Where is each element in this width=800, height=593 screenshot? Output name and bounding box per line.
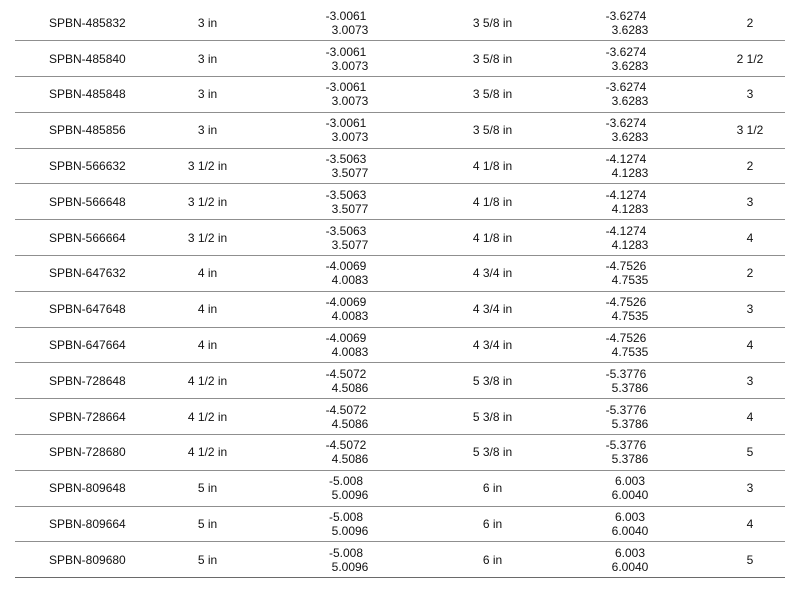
bore-tolerance-cell-lower: -3.0061	[325, 44, 367, 59]
part-number-cell: SPBN-647664	[49, 338, 126, 353]
bore-tolerance-cell-lower: -3.0061	[325, 80, 367, 95]
od-tolerance-cell-upper: 6.0040	[611, 559, 649, 574]
part-number-cell: SPBN-809664	[49, 517, 126, 532]
od-tolerance-cell-upper: 5.3786	[611, 380, 649, 395]
od-tolerance-cell-upper: 3.6283	[611, 22, 649, 37]
od-tolerance-cell-lower: -4.1274	[605, 152, 647, 167]
bore-tolerance-cell-upper: 4.0083	[331, 273, 369, 288]
od-tolerance-cell-lower: 6.003	[614, 510, 646, 525]
bore-tolerance-cell-upper: 3.0073	[331, 130, 369, 145]
bore-size-cell: 3 1/2 in	[187, 194, 228, 209]
table-row	[15, 220, 785, 256]
od-tolerance-cell	[545, 77, 715, 113]
table-row	[15, 256, 785, 292]
outer-diameter-cell: 3 5/8 in	[472, 51, 513, 66]
outer-diameter-cell: 4 3/4 in	[472, 302, 513, 317]
length-cell: 4	[746, 230, 754, 245]
od-tolerance-cell	[545, 470, 715, 506]
length-cell: 5	[746, 552, 754, 567]
length-cell: 4	[746, 338, 754, 353]
length-cell: 2	[746, 266, 754, 281]
part-number-cell: SPBN-647648	[49, 302, 126, 317]
bore-tolerance-cell	[260, 506, 440, 542]
bore-tolerance-cell-lower: -4.5072	[325, 438, 367, 453]
bore-tolerance-cell-lower: -3.0061	[325, 116, 367, 131]
spec-table-body	[15, 5, 785, 578]
od-tolerance-cell-upper: 6.0040	[611, 524, 649, 539]
bore-tolerance-cell-upper: 4.0083	[331, 309, 369, 324]
od-tolerance-cell-upper: 4.1283	[611, 166, 649, 181]
table-row	[15, 112, 785, 148]
od-tolerance-cell	[545, 542, 715, 578]
od-tolerance-cell	[545, 506, 715, 542]
od-tolerance-cell	[545, 399, 715, 435]
od-tolerance-cell-lower: -3.6274	[605, 8, 647, 23]
length-cell: 3	[746, 302, 754, 317]
bore-tolerance-cell-upper: 3.0073	[331, 22, 369, 37]
part-number-cell: SPBN-485840	[49, 51, 126, 66]
outer-diameter-cell: 5 3/8 in	[472, 373, 513, 388]
table-row	[15, 77, 785, 113]
outer-diameter-cell: 6 in	[482, 481, 503, 496]
bore-tolerance-cell	[260, 41, 440, 77]
od-tolerance-cell-lower: -5.3776	[605, 438, 647, 453]
bore-tolerance-cell-upper: 4.5086	[331, 452, 369, 467]
part-number-cell: SPBN-809648	[49, 481, 126, 496]
od-tolerance-cell-lower: -4.7526	[605, 259, 647, 274]
table-row	[15, 435, 785, 471]
od-tolerance-cell	[545, 327, 715, 363]
length-cell: 3	[746, 481, 754, 496]
length-cell: 2	[746, 15, 754, 30]
od-tolerance-cell-lower: -4.1274	[605, 223, 647, 238]
length-cell: 5	[746, 445, 754, 460]
part-number-cell: SPBN-647632	[49, 266, 126, 281]
bore-tolerance-cell-lower: -5.008	[328, 474, 364, 489]
table-row	[15, 542, 785, 578]
part-number-cell: SPBN-485832	[49, 15, 126, 30]
od-tolerance-cell-lower: -3.6274	[605, 116, 647, 131]
bore-size-cell: 3 1/2 in	[187, 230, 228, 245]
bore-size-cell: 3 in	[197, 87, 218, 102]
od-tolerance-cell	[545, 5, 715, 41]
outer-diameter-cell: 3 5/8 in	[472, 15, 513, 30]
table-row	[15, 470, 785, 506]
length-cell: 3	[746, 194, 754, 209]
part-number-cell: SPBN-485856	[49, 123, 126, 138]
outer-diameter-cell: 4 1/8 in	[472, 230, 513, 245]
bore-size-cell: 4 1/2 in	[187, 409, 228, 424]
bore-tolerance-cell-upper: 3.0073	[331, 58, 369, 73]
od-tolerance-cell-lower: 6.003	[614, 545, 646, 560]
outer-diameter-cell: 5 3/8 in	[472, 445, 513, 460]
od-tolerance-cell-lower: -4.1274	[605, 187, 647, 202]
od-tolerance-cell-upper: 4.1283	[611, 237, 649, 252]
table-row	[15, 148, 785, 184]
outer-diameter-cell: 6 in	[482, 517, 503, 532]
bore-size-cell: 4 1/2 in	[187, 445, 228, 460]
od-tolerance-cell-lower: -5.3776	[605, 366, 647, 381]
outer-diameter-cell: 4 1/8 in	[472, 159, 513, 174]
table-row	[15, 41, 785, 77]
bore-tolerance-cell-lower: -3.5063	[325, 223, 367, 238]
outer-diameter-cell: 3 5/8 in	[472, 123, 513, 138]
outer-diameter-cell: 4 3/4 in	[472, 338, 513, 353]
od-tolerance-cell-upper: 5.3786	[611, 452, 649, 467]
bore-size-cell: 3 in	[197, 15, 218, 30]
bore-tolerance-cell	[260, 184, 440, 220]
part-number-cell: SPBN-566632	[49, 159, 126, 174]
od-tolerance-cell-upper: 3.6283	[611, 94, 649, 109]
bore-tolerance-cell	[260, 435, 440, 471]
table-row	[15, 363, 785, 399]
od-tolerance-cell-lower: -5.3776	[605, 402, 647, 417]
bore-size-cell: 3 in	[197, 51, 218, 66]
table-row	[15, 506, 785, 542]
bore-tolerance-cell	[260, 327, 440, 363]
bore-size-cell: 4 in	[197, 266, 218, 281]
part-number-cell: SPBN-728680	[49, 445, 126, 460]
table-row	[15, 291, 785, 327]
bore-size-cell: 4 in	[197, 302, 218, 317]
od-tolerance-cell	[545, 363, 715, 399]
bore-tolerance-cell-lower: -4.0069	[325, 295, 367, 310]
bore-tolerance-cell-lower: -4.5072	[325, 402, 367, 417]
bore-tolerance-cell	[260, 77, 440, 113]
length-cell: 3 1/2	[736, 123, 764, 138]
bore-tolerance-cell-upper: 4.5086	[331, 416, 369, 431]
bore-tolerance-cell-lower: -4.0069	[325, 259, 367, 274]
od-tolerance-cell-lower: -4.7526	[605, 331, 647, 346]
bore-size-cell: 4 in	[197, 338, 218, 353]
part-number-cell: SPBN-809680	[49, 552, 126, 567]
bore-tolerance-cell	[260, 148, 440, 184]
part-number-cell: SPBN-728664	[49, 409, 126, 424]
bore-tolerance-cell-lower: -4.5072	[325, 366, 367, 381]
part-number-cell: SPBN-485848	[49, 87, 126, 102]
part-number-cell: SPBN-566648	[49, 194, 126, 209]
od-tolerance-cell-lower: -4.7526	[605, 295, 647, 310]
bushing-spec-table	[15, 5, 785, 578]
bore-tolerance-cell-lower: -5.008	[328, 545, 364, 560]
bore-tolerance-cell-lower: -5.008	[328, 510, 364, 525]
bore-tolerance-cell-upper: 3.5077	[331, 201, 369, 216]
od-tolerance-cell	[545, 220, 715, 256]
table-row	[15, 327, 785, 363]
od-tolerance-cell	[545, 41, 715, 77]
part-number-cell: SPBN-566664	[49, 230, 126, 245]
length-cell: 2 1/2	[736, 51, 764, 66]
length-cell: 4	[746, 517, 754, 532]
bore-tolerance-cell	[260, 399, 440, 435]
bore-tolerance-cell-upper: 5.0096	[331, 559, 369, 574]
outer-diameter-cell: 6 in	[482, 552, 503, 567]
outer-diameter-cell: 3 5/8 in	[472, 87, 513, 102]
bore-size-cell: 5 in	[197, 552, 218, 567]
bore-tolerance-cell-upper: 5.0096	[331, 524, 369, 539]
outer-diameter-cell: 4 1/8 in	[472, 194, 513, 209]
bore-size-cell: 3 in	[197, 123, 218, 138]
table-row	[15, 399, 785, 435]
bore-tolerance-cell	[260, 112, 440, 148]
bore-size-cell: 3 1/2 in	[187, 159, 228, 174]
od-tolerance-cell-upper: 5.3786	[611, 416, 649, 431]
table-row	[15, 184, 785, 220]
outer-diameter-cell: 4 3/4 in	[472, 266, 513, 281]
od-tolerance-cell-upper: 6.0040	[611, 488, 649, 503]
od-tolerance-cell	[545, 184, 715, 220]
od-tolerance-cell-lower: 6.003	[614, 474, 646, 489]
length-cell: 2	[746, 159, 754, 174]
bore-size-cell: 4 1/2 in	[187, 373, 228, 388]
od-tolerance-cell-upper: 4.7535	[611, 345, 649, 360]
od-tolerance-cell-upper: 4.7535	[611, 309, 649, 324]
bore-tolerance-cell-lower: -4.0069	[325, 331, 367, 346]
bore-tolerance-cell	[260, 5, 440, 41]
bore-tolerance-cell-upper: 3.5077	[331, 237, 369, 252]
length-cell: 3	[746, 373, 754, 388]
bore-tolerance-cell-lower: -3.0061	[325, 8, 367, 23]
bore-tolerance-cell-upper: 5.0096	[331, 488, 369, 503]
bore-tolerance-cell-upper: 4.5086	[331, 380, 369, 395]
bore-tolerance-cell	[260, 256, 440, 292]
od-tolerance-cell	[545, 435, 715, 471]
length-cell: 4	[746, 409, 754, 424]
bore-tolerance-cell-lower: -3.5063	[325, 187, 367, 202]
bore-tolerance-cell-upper: 3.5077	[331, 166, 369, 181]
od-tolerance-cell-upper: 4.7535	[611, 273, 649, 288]
od-tolerance-cell-lower: -3.6274	[605, 44, 647, 59]
table-row	[15, 5, 785, 41]
bore-tolerance-cell-upper: 3.0073	[331, 94, 369, 109]
od-tolerance-cell	[545, 256, 715, 292]
od-tolerance-cell-upper: 3.6283	[611, 58, 649, 73]
od-tolerance-cell	[545, 148, 715, 184]
bore-tolerance-cell	[260, 542, 440, 578]
od-tolerance-cell-upper: 4.1283	[611, 201, 649, 216]
bore-tolerance-cell	[260, 220, 440, 256]
od-tolerance-cell	[545, 112, 715, 148]
bore-tolerance-cell	[260, 470, 440, 506]
od-tolerance-cell-lower: -3.6274	[605, 80, 647, 95]
part-number-cell: SPBN-728648	[49, 373, 126, 388]
bore-tolerance-cell-lower: -3.5063	[325, 152, 367, 167]
length-cell: 3	[746, 87, 754, 102]
outer-diameter-cell: 5 3/8 in	[472, 409, 513, 424]
bore-tolerance-cell	[260, 291, 440, 327]
bore-size-cell: 5 in	[197, 481, 218, 496]
od-tolerance-cell-upper: 3.6283	[611, 130, 649, 145]
bore-tolerance-cell-upper: 4.0083	[331, 345, 369, 360]
od-tolerance-cell	[545, 291, 715, 327]
bore-size-cell: 5 in	[197, 517, 218, 532]
bore-tolerance-cell	[260, 363, 440, 399]
